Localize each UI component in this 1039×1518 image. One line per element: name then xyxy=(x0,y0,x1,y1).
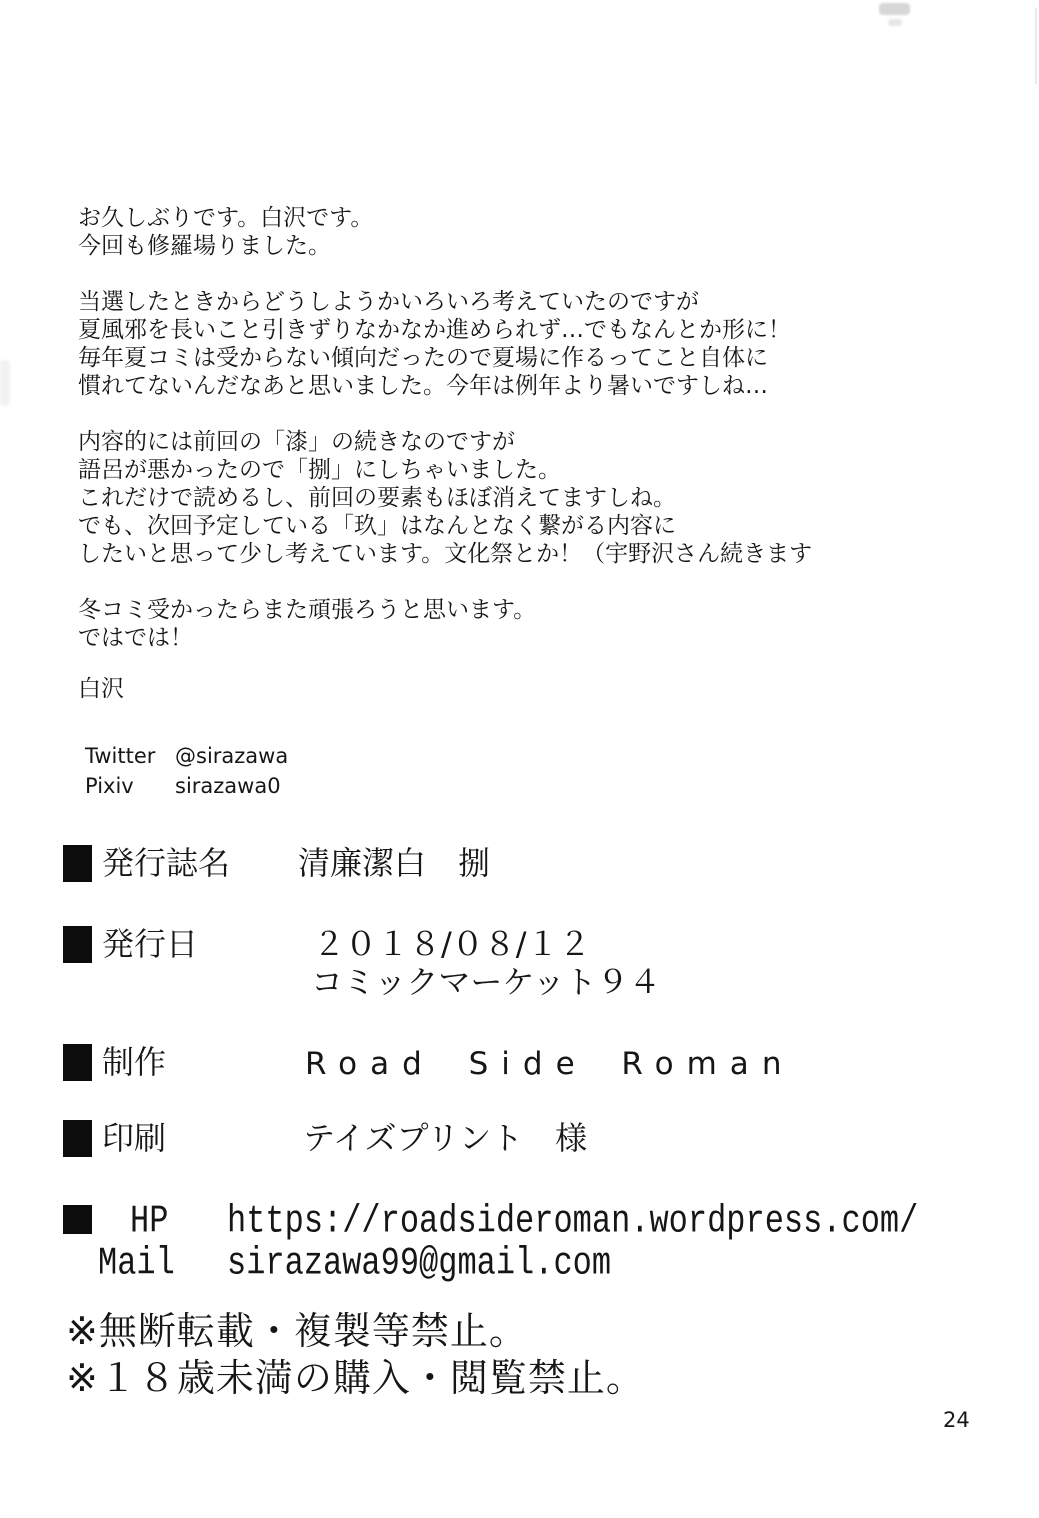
colophon-row-circle xyxy=(0,1042,1039,1086)
notice-no-reproduction: ※無断転載・複製等禁止。 xyxy=(66,1309,528,1353)
black-square-bullet xyxy=(63,926,92,963)
colophon-value: 清廉潔白 捌 xyxy=(298,844,491,882)
author-signature: 白沢 xyxy=(78,676,124,702)
scan-artifact xyxy=(0,360,10,406)
afterword-line: ではでは！ xyxy=(78,625,193,651)
notice-age-restriction: ※１８歳未満の購入・閲覧禁止。 xyxy=(66,1356,645,1400)
scan-artifact xyxy=(879,3,910,15)
afterword-line: これだけで読めるし、前回の要素もほぼ消えてますしね。 xyxy=(78,485,676,511)
afterword-line-blank xyxy=(78,260,838,288)
afterword-line: 毎年夏コミは受からない傾向だったので夏場に作るってこと自体に xyxy=(78,345,768,371)
black-square-bullet xyxy=(63,1205,92,1234)
afterword-line-blank xyxy=(78,400,838,428)
afterword-line: 冬コミ受かったらまた頑張ろうと思います。 xyxy=(78,597,537,623)
colophon-value-event: コミックマーケット９４ xyxy=(311,963,661,1001)
afterword-line: お久しぶりです。白沢です。 xyxy=(78,205,374,231)
scan-artifact xyxy=(1035,8,1037,84)
hp-label: HP xyxy=(130,1198,169,1244)
twitter-label: Twitter xyxy=(85,744,156,768)
colophon-row-title xyxy=(0,843,1039,887)
colophon-row-date xyxy=(0,924,1039,1001)
scan-artifact xyxy=(888,19,902,26)
afterword-line: 今回も修羅場りました。 xyxy=(78,233,331,259)
pixiv-label: Pixiv xyxy=(85,774,134,798)
mail-address: sirazawa99@gmail.com xyxy=(227,1240,612,1286)
colophon-label: 制作 xyxy=(102,1043,167,1081)
afterword-line: 当選したときからどうしようかいろいろ考えていたのですが xyxy=(78,289,699,315)
afterword-line: 慣れてないんだなあと思いました。今年は例年より暑いですしね… xyxy=(78,373,768,399)
afterword-line: 語呂が悪かったので「捌」にしちゃいました。 xyxy=(78,457,561,483)
colophon-value: Road Side Roman xyxy=(305,1046,795,1082)
black-square-bullet xyxy=(63,1120,92,1157)
afterword-text-block xyxy=(78,204,838,652)
afterword-line-blank xyxy=(78,568,838,596)
page-number: 24 xyxy=(943,1408,970,1432)
hp-url: https://roadsideroman.wordpress.com/ xyxy=(227,1198,919,1244)
colophon-label: 印刷 xyxy=(102,1119,167,1157)
twitter-handle: @sirazawa xyxy=(175,744,289,768)
afterword-line: 夏風邪を長いこと引きずりなかなか進められず…でもなんとか形に！ xyxy=(78,317,791,343)
mail-label: Mail xyxy=(98,1240,175,1286)
colophon-value: ２０１８/０８/１２ xyxy=(313,925,591,963)
colophon-row-printer xyxy=(0,1118,1039,1162)
afterword-line: でも、次回予定している「玖」はなんとなく繋がる内容に xyxy=(78,513,676,539)
black-square-bullet xyxy=(63,845,92,882)
pixiv-handle: sirazawa0 xyxy=(175,774,281,798)
afterword-line: したいと思って少し考えています。文化祭とか！（宇野沢さん続きます xyxy=(78,541,813,567)
colophon-value: テイズプリント 様 xyxy=(303,1119,588,1157)
black-square-bullet xyxy=(63,1044,92,1081)
afterword-line: 内容的には前回の「漆」の続きなのですが xyxy=(78,429,515,455)
colophon-label: 発行誌名 xyxy=(102,844,231,882)
colophon-label: 発行日 xyxy=(102,925,199,963)
